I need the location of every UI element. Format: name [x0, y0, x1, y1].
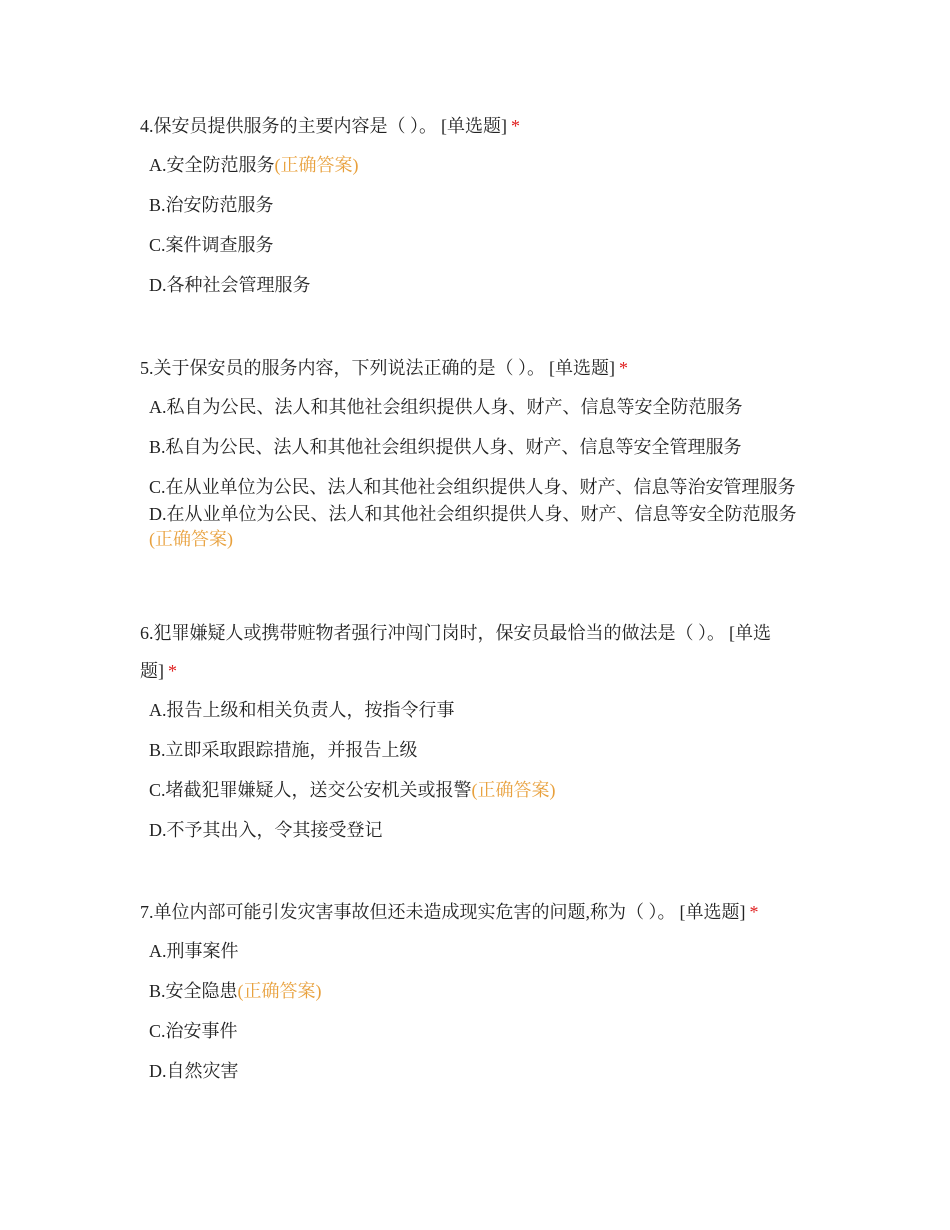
options-list	[140, 153, 805, 298]
question-type: [单选题]	[140, 623, 771, 681]
option-c[interactable]: C.治安事件	[149, 1021, 238, 1041]
option-a[interactable]: A.安全防范服务(正确答案)	[149, 155, 359, 175]
question-7	[140, 893, 805, 1099]
option-a[interactable]: A.私自为公民、法人和其他社会组织提供人身、财产、信息等安全防范服务	[149, 397, 743, 417]
option-b[interactable]: B.私自为公民、法人和其他社会组织提供人身、财产、信息等安全管理服务	[149, 437, 742, 457]
question-6	[140, 614, 805, 858]
question-title: 6.犯罪嫌疑人或携带赃物者强行冲闯门岗时，保安员最恰当的做法是（ ）。 [单选题] *	[140, 623, 771, 681]
question-type: [单选题]	[549, 358, 615, 378]
options-list	[140, 395, 805, 552]
correct-answer-label: (正确答案)	[274, 155, 359, 175]
option-a[interactable]: A.报告上级和相关负责人，按指令行事	[149, 700, 455, 720]
option-a[interactable]: A.刑事案件	[149, 941, 239, 961]
question-4	[140, 107, 805, 313]
option-d[interactable]: D.不予其出入，令其接受登记	[149, 820, 383, 840]
correct-answer-label: (正确答案)	[237, 981, 322, 1001]
question-title: 4.保安员提供服务的主要内容是（ ）。 [单选题] *	[140, 116, 520, 136]
options-list	[140, 939, 805, 1084]
option-d[interactable]: D.自然灾害	[149, 1061, 239, 1081]
option-b[interactable]: B.立即采取跟踪措施，并报告上级	[149, 740, 418, 760]
option-d[interactable]: D.各种社会管理服务	[149, 275, 311, 295]
correct-answer-label: (正确答案)	[149, 529, 233, 549]
option-c[interactable]: C.在从业单位为公民、法人和其他社会组织提供人身、财产、信息等治安管理服务	[149, 477, 796, 497]
question-5	[140, 349, 805, 567]
question-title: 7.单位内部可能引发灾害事故但还未造成现实危害的问题,称为（ ）。 [单选题] *	[140, 902, 759, 922]
option-d[interactable]: D.在从业单位为公民、法人和其他社会组织提供人身、财产、信息等安全防范服务(正确答案)	[149, 504, 797, 549]
option-b[interactable]: B.安全隐患(正确答案)	[149, 981, 322, 1001]
question-type: [单选题]	[441, 116, 507, 136]
options-list	[140, 698, 805, 843]
required-mark: *	[749, 902, 759, 922]
option-c[interactable]: C.堵截犯罪嫌疑人，送交公安机关或报警(正确答案)	[149, 780, 556, 800]
correct-answer-label: (正确答案)	[471, 780, 556, 800]
option-c[interactable]: C.案件调查服务	[149, 235, 274, 255]
required-mark: *	[619, 358, 628, 378]
required-mark: *	[168, 661, 177, 681]
required-mark: *	[511, 116, 520, 136]
question-title: 5.关于保安员的服务内容，下列说法正确的是（ ）。 [单选题] *	[140, 358, 628, 378]
option-b[interactable]: B.治安防范服务	[149, 195, 274, 215]
question-type: [单选题]	[679, 902, 746, 922]
